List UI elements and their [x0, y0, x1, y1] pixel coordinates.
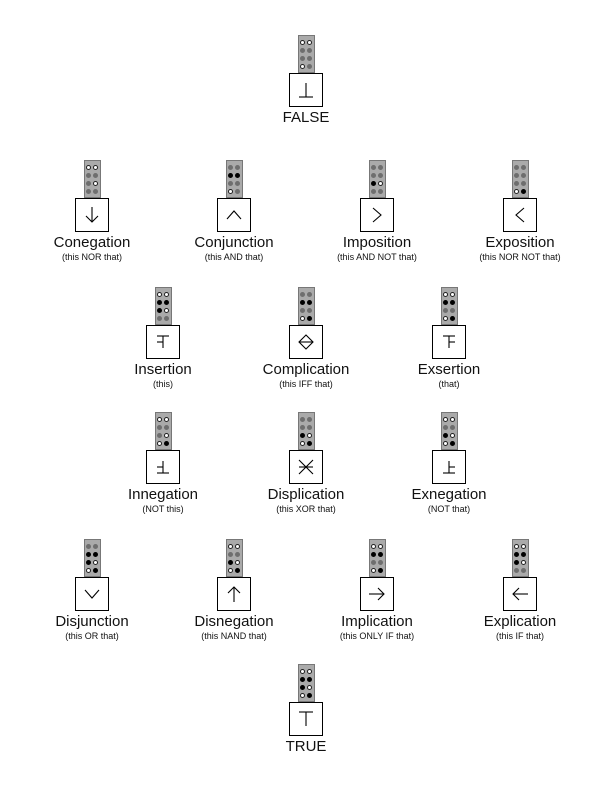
node-name: TRUE: [285, 738, 327, 755]
indicator-dot: [307, 693, 312, 698]
node-exsertion: [374, 287, 524, 389]
indicator-dot: [93, 552, 98, 557]
indicator-dot: [521, 181, 526, 186]
indicator-dot: [300, 685, 305, 690]
indicator-dot: [235, 173, 240, 178]
indicator-dot: [443, 316, 448, 321]
node-name: Imposition: [342, 234, 412, 251]
node-disjunction: [17, 539, 167, 641]
indicator-dot: [443, 292, 448, 297]
node-name: Conegation: [53, 234, 131, 251]
indicator-dot: [443, 300, 448, 305]
node-name: Exposition: [485, 234, 555, 251]
indicator-dot: [157, 316, 162, 321]
indicator-dot: [443, 308, 448, 313]
indicator-dot: [164, 417, 169, 422]
node-name: Insertion: [134, 361, 192, 378]
indicator-dot: [521, 189, 526, 194]
indicator-dot: [164, 433, 169, 438]
indicator-dot: [378, 173, 383, 178]
indicator-dot: [514, 173, 519, 178]
indicator-dot: [300, 64, 305, 69]
less-than-icon: [503, 198, 537, 232]
indicator-dot: [307, 441, 312, 446]
indicator-dot: [514, 165, 519, 170]
indicator-dot: [300, 425, 305, 430]
node-name: Exnegation: [411, 486, 487, 503]
indicator-dot: [228, 189, 233, 194]
indicator-dot: [300, 40, 305, 45]
indicator-dot: [157, 300, 162, 305]
truth-indicator: [512, 160, 529, 198]
indicator-dot: [378, 189, 383, 194]
node-true: [231, 664, 381, 756]
indicator-dot: [164, 308, 169, 313]
indicator-dot: [450, 417, 455, 422]
truth-indicator: [298, 412, 315, 450]
indicator-dot: [235, 189, 240, 194]
indicator-dot: [378, 552, 383, 557]
indicator-dot: [235, 544, 240, 549]
indicator-dot: [157, 308, 162, 313]
indicator-dot: [307, 300, 312, 305]
indicator-dot: [378, 181, 383, 186]
truth-indicator: [84, 160, 101, 198]
indicator-dot: [307, 417, 312, 422]
indicator-dot: [164, 292, 169, 297]
indicator-dot: [371, 544, 376, 549]
truth-indicator: [512, 539, 529, 577]
indicator-dot: [378, 165, 383, 170]
indicator-dot: [300, 48, 305, 53]
indicator-dot: [443, 441, 448, 446]
node-disnegation: [159, 539, 309, 641]
indicator-dot: [228, 181, 233, 186]
indicator-dot: [371, 189, 376, 194]
truth-indicator: [369, 539, 386, 577]
indicator-dot: [443, 425, 448, 430]
indicator-dot: [164, 316, 169, 321]
indicator-dot: [157, 433, 162, 438]
indicator-dot: [307, 677, 312, 682]
indicator-dot: [235, 568, 240, 573]
node-description: (this XOR that): [276, 504, 336, 514]
node-conegation: [17, 160, 167, 262]
node-name: FALSE: [282, 109, 330, 126]
indicator-dot: [300, 417, 305, 422]
indicator-dot: [307, 64, 312, 69]
indicator-dot: [93, 165, 98, 170]
indicator-dot: [300, 433, 305, 438]
indicator-dot: [371, 173, 376, 178]
indicator-dot: [307, 308, 312, 313]
indicator-dot: [86, 552, 91, 557]
node-description: (this NAND that): [201, 631, 267, 641]
node-description: (this OR that): [65, 631, 119, 641]
truth-indicator: [155, 287, 172, 325]
indicator-dot: [235, 181, 240, 186]
indicator-dot: [300, 292, 305, 297]
up-arrow-icon: [217, 577, 251, 611]
indicator-dot: [450, 292, 455, 297]
indicator-dot: [300, 308, 305, 313]
node-conjunction: [159, 160, 309, 262]
indicator-dot: [164, 441, 169, 446]
indicator-dot: [300, 677, 305, 682]
indicator-dot: [93, 568, 98, 573]
indicator-dot: [300, 316, 305, 321]
indicator-dot: [86, 544, 91, 549]
truth-indicator: [226, 539, 243, 577]
indicator-dot: [521, 173, 526, 178]
indicator-dot: [307, 425, 312, 430]
indicator-dot: [450, 433, 455, 438]
node-name: Explication: [483, 613, 557, 630]
indicator-dot: [443, 433, 448, 438]
indicator-dot: [521, 560, 526, 565]
indicator-dot: [228, 560, 233, 565]
node-name: Displication: [267, 486, 345, 503]
node-insertion: [88, 287, 238, 389]
indicator-dot: [228, 544, 233, 549]
node-exposition: [445, 160, 595, 262]
indicator-dot: [300, 669, 305, 674]
node-name: Disnegation: [194, 613, 274, 630]
indicator-dot: [378, 560, 383, 565]
indicator-dot: [300, 300, 305, 305]
indicator-dot: [93, 544, 98, 549]
wedge-icon: [217, 198, 251, 232]
truth-indicator: [84, 539, 101, 577]
left-arrow-icon: [503, 577, 537, 611]
indicator-dot: [228, 173, 233, 178]
verum-icon: [289, 702, 323, 736]
indicator-dot: [450, 308, 455, 313]
node-description: (this NOR NOT that): [479, 252, 561, 262]
greater-than-icon: [360, 198, 394, 232]
indicator-dot: [300, 56, 305, 61]
node-description: (this AND that): [204, 252, 264, 262]
truth-indicator: [369, 160, 386, 198]
node-false: [231, 35, 381, 127]
indicator-dot: [378, 544, 383, 549]
down-arrow-icon: [75, 198, 109, 232]
indicator-dot: [378, 568, 383, 573]
node-name: Innegation: [127, 486, 199, 503]
indicator-dot: [521, 544, 526, 549]
node-description: (this NOR that): [61, 252, 122, 262]
node-name: Complication: [262, 361, 350, 378]
indicator-dot: [443, 417, 448, 422]
indicator-dot: [86, 165, 91, 170]
indicator-dot: [93, 189, 98, 194]
indicator-dot: [307, 48, 312, 53]
indicator-dot: [235, 165, 240, 170]
biconditional-icon: [289, 325, 323, 359]
node-description: (this IFF that): [279, 379, 333, 389]
node-imposition: [302, 160, 452, 262]
node-description: (NOT this): [142, 504, 184, 514]
indicator-dot: [86, 173, 91, 178]
node-name: Exsertion: [417, 361, 481, 378]
indicator-dot: [228, 165, 233, 170]
indicator-dot: [164, 425, 169, 430]
truth-indicator: [155, 412, 172, 450]
indicator-dot: [450, 441, 455, 446]
indicator-dot: [157, 441, 162, 446]
exnegation-icon: [432, 450, 466, 484]
indicator-dot: [228, 568, 233, 573]
right-arrow-icon: [360, 577, 394, 611]
indicator-dot: [514, 552, 519, 557]
indicator-dot: [228, 552, 233, 557]
indicator-dot: [521, 165, 526, 170]
node-complication: [231, 287, 381, 389]
falsum-icon: [289, 73, 323, 107]
truth-indicator: [441, 287, 458, 325]
node-exnegation: [374, 412, 524, 514]
indicator-dot: [450, 300, 455, 305]
truth-indicator: [298, 287, 315, 325]
truth-indicator: [226, 160, 243, 198]
indicator-dot: [86, 568, 91, 573]
node-displication: [231, 412, 381, 514]
node-description: (this AND NOT that): [337, 252, 417, 262]
indicator-dot: [307, 56, 312, 61]
indicator-dot: [514, 560, 519, 565]
node-name: Implication: [341, 613, 413, 630]
truth-indicator: [441, 412, 458, 450]
xor-icon: [289, 450, 323, 484]
indicator-dot: [450, 425, 455, 430]
indicator-dot: [86, 189, 91, 194]
indicator-dot: [157, 417, 162, 422]
indicator-dot: [93, 181, 98, 186]
indicator-dot: [514, 568, 519, 573]
indicator-dot: [307, 685, 312, 690]
indicator-dot: [157, 425, 162, 430]
indicator-dot: [371, 560, 376, 565]
indicator-dot: [307, 433, 312, 438]
node-innegation: [88, 412, 238, 514]
indicator-dot: [307, 292, 312, 297]
truth-indicator: [298, 35, 315, 73]
indicator-dot: [164, 300, 169, 305]
node-explication: [445, 539, 595, 641]
exsertion-icon: [432, 325, 466, 359]
node-description: (that): [438, 379, 460, 389]
indicator-dot: [521, 568, 526, 573]
indicator-dot: [371, 568, 376, 573]
indicator-dot: [371, 181, 376, 186]
indicator-dot: [86, 181, 91, 186]
insertion-icon: [146, 325, 180, 359]
indicator-dot: [514, 189, 519, 194]
node-name: Conjunction: [194, 234, 274, 251]
indicator-dot: [371, 165, 376, 170]
node-description: (NOT that): [427, 504, 471, 514]
indicator-dot: [300, 693, 305, 698]
indicator-dot: [307, 316, 312, 321]
indicator-dot: [235, 560, 240, 565]
node-description: (this IF that): [495, 631, 544, 641]
indicator-dot: [307, 40, 312, 45]
indicator-dot: [93, 173, 98, 178]
indicator-dot: [450, 316, 455, 321]
node-description: (this): [153, 379, 173, 389]
indicator-dot: [514, 181, 519, 186]
truth-indicator: [298, 664, 315, 702]
indicator-dot: [521, 552, 526, 557]
innegation-icon: [146, 450, 180, 484]
indicator-dot: [86, 560, 91, 565]
indicator-dot: [157, 292, 162, 297]
node-description: (this ONLY IF that): [339, 631, 415, 641]
indicator-dot: [235, 552, 240, 557]
indicator-dot: [93, 560, 98, 565]
indicator-dot: [514, 544, 519, 549]
indicator-dot: [371, 552, 376, 557]
node-implication: [302, 539, 452, 641]
indicator-dot: [300, 441, 305, 446]
vee-icon: [75, 577, 109, 611]
node-name: Disjunction: [55, 613, 129, 630]
indicator-dot: [307, 669, 312, 674]
